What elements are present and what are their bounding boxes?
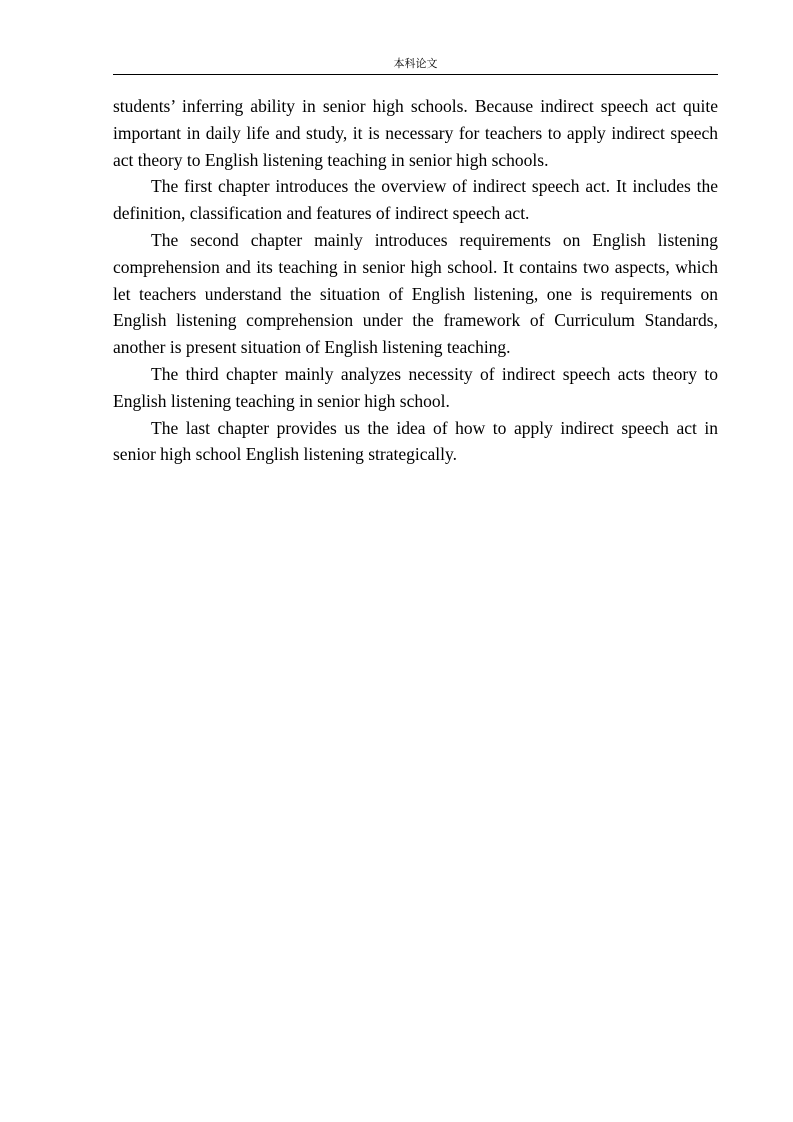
paragraph-first-chapter: The first chapter introduces the overview of indirect speech act. It includes the definition, classification and features of indirect speech act.	[113, 176, 718, 224]
paragraph-third-chapter: The third chapter mainly analyzes necessity of indirect speech acts theory to English listening teaching in senior high school.	[113, 363, 718, 411]
paragraph-last-chapter: The last chapter provides us the idea of how to apply indirect speech act in senior high school English listening strategically.	[113, 417, 718, 465]
page-header	[113, 56, 718, 75]
body-text	[113, 93, 718, 468]
paragraph-continuation: students’ inferring ability in senior high schools. Because indirect speech act quite important in daily life and study, it is necessary for teachers to apply indirect speech act theory to English listening teaching in senior high schools.	[113, 96, 718, 170]
paragraph-second-chapter: The second chapter mainly introduces requirements on English listening comprehension and its teaching in senior high school. It contains two aspects, which let teachers understand the situation of English listening, one is requirements on English listening comprehension under the framework of Curriculum Standards, another is present situation of English listening teaching.	[113, 229, 718, 358]
header-title: 本科论文	[393, 57, 438, 70]
